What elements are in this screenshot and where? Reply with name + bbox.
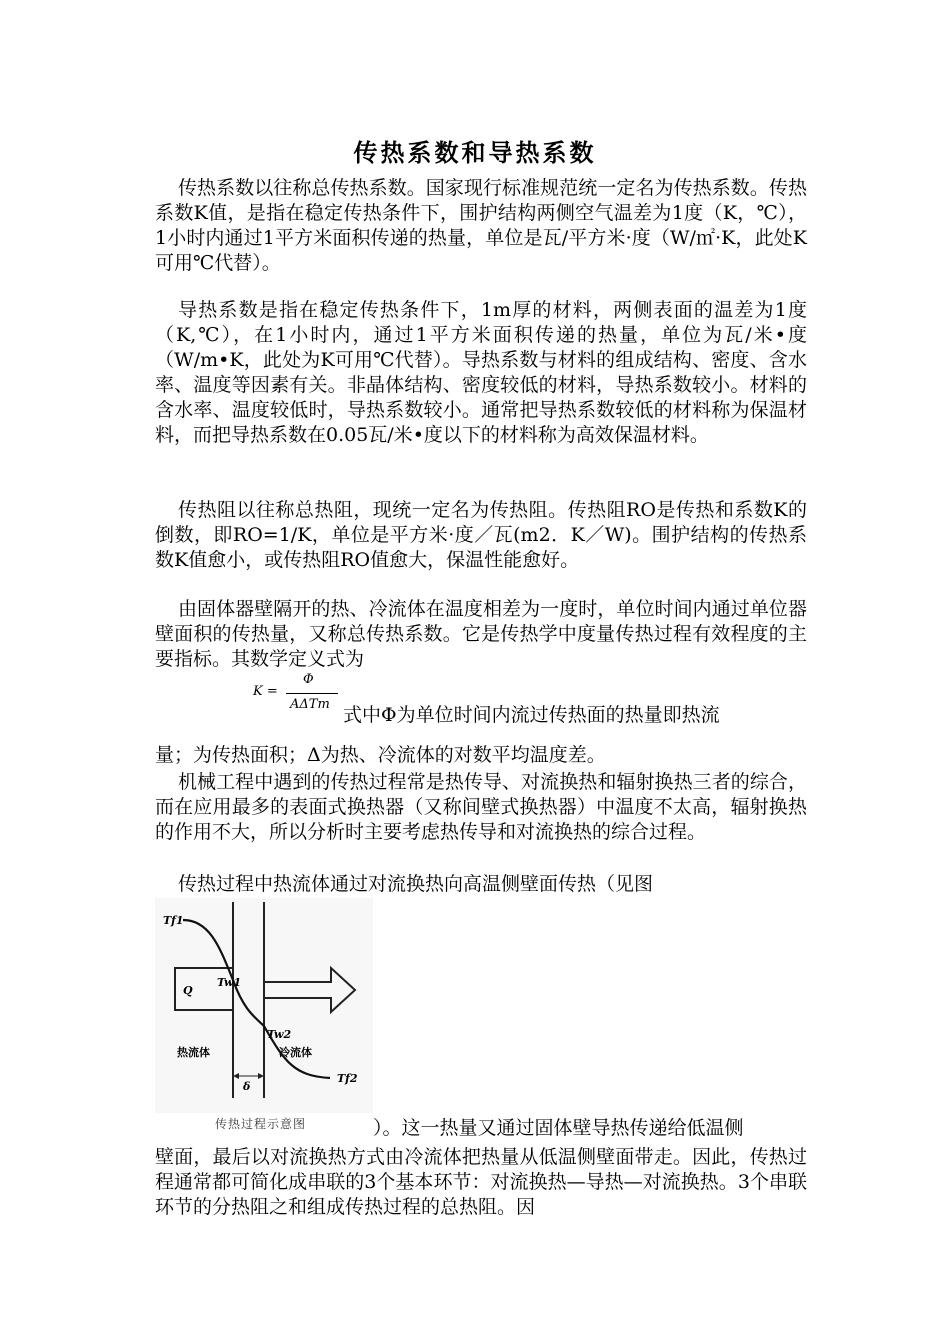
heat-transfer-diagram (155, 898, 373, 1138)
label-q: Q (183, 984, 193, 997)
page-title: 传热系数和导热系数 (353, 138, 597, 167)
label-tw1: Tw1 (217, 976, 242, 989)
paragraph-continuation-inline: ）。这一热量又通过固体壁导热传递给低温侧 (373, 1117, 744, 1139)
formula-numerator: Φ (303, 672, 314, 687)
paragraph-thermal-resistance: 传热阻以往称总热阻，现统一定名为传热阻。传热阻RO是传热和系数K的倒数，即RO=1/K，单位是平方米·度／瓦(m2．K／W)。围护结构的传热系数K值愈小，或传热阻RO值愈大，保温性能愈好。 (155, 499, 807, 571)
paragraph-variables: 量；为传热面积；Δ为热、冷流体的对数平均温度差。 (155, 744, 606, 766)
formula-denominator: AΔTm (290, 697, 330, 712)
label-tf1: Tf1 (163, 914, 184, 927)
label-tw2: Tw2 (267, 1028, 292, 1041)
label-delta: δ (243, 1080, 251, 1093)
formula-explanation: 式中Φ为单位时间内流过传热面的热量即热流 (343, 704, 720, 726)
paragraph-heat-transfer-coefficient: 传热系数以往称总传热系数。国家现行标准规范统一定名为传热系数。传热系数K值，是指在稳定传热条件下，围护结构两侧空气温差为1度（K，℃），1小时内通过1平方米面积传递的热量，单位是瓦/平方米·度（W/㎡·K，此处K可用℃代替）。 (155, 177, 807, 274)
formula (253, 672, 343, 720)
formula-fraction-bar (286, 693, 338, 694)
paragraph-mechanical: 机械工程中遇到的传热过程常是热传导、对流换热和辐射换热三者的综合，而在应用最多的表面式换热器（又称间壁式换热器）中温度不太高，辐射换热的作用不大，所以分析时主要考虑热传导和对流换热的综合过程。 (155, 771, 807, 843)
formula-lhs: K = (253, 684, 278, 699)
paragraph-process-intro: 传热过程中热流体通过对流换热向高温侧壁面传热（见图 (178, 873, 654, 895)
label-hot-fluid: 热流体 (177, 1046, 210, 1059)
figure-caption: 传热过程示意图 (215, 1117, 307, 1131)
paragraph-definition: 由固体器壁隔开的热、冷流体在温度相差为一度时，单位时间内通过单位器壁面积的传热量，又称总传热系数。它是传热学中度量传热过程有效程度的主要指标。其数学定义式为 (155, 598, 807, 670)
paragraph-thermal-conductivity: 导热系数是指在稳定传热条件下，1m厚的材料，两侧表面的温差为1度（K,℃），在1小时内，通过1平方米面积传递的热量，单位为瓦/米•度（W/m•K，此处为K可用℃代替）。导热系数与材料的组成结构、密度、含水率、温度等因素有关。非晶体结构、密度较低的材料，导热系数较小。材料的含水率、温度较低时，导热系数较小。通常把导热系数较低的材料称为保温材料，而把导热系数在0.05瓦/米•度以下的材料称为高效保温材料。 (155, 299, 807, 446)
label-tf2: Tf2 (337, 1072, 358, 1085)
label-cold-fluid: 冷流体 (279, 1046, 312, 1059)
paragraph-conclusion: 壁面，最后以对流换热方式由冷流体把热量从低温侧壁面带走。因此，传热过程通常都可简化成串联的3个基本环节：对流换热—导热—对流换热。3个串联环节的分热阻之和组成传热过程的总热阻。因 (155, 1146, 807, 1218)
